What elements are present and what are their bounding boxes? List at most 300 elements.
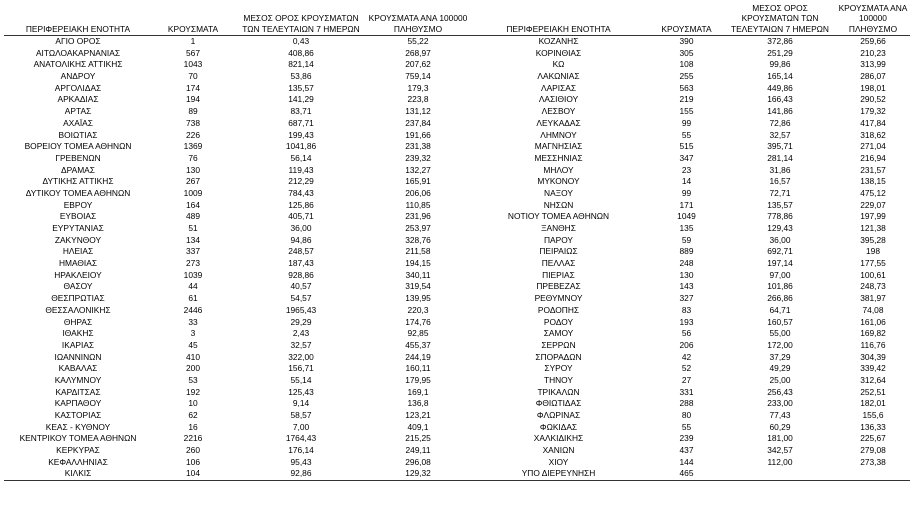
header-avg7-right: ΜΕΣΟΣ ΟΡΟΣ ΚΡΟΥΣΜΑΤΩΝ ΤΩΝ ΤΕΛΕΥΤΑΙΩΝ 7 ΗΜΕΡΩΝ <box>730 3 829 34</box>
cell-avg7-left: 135,57 <box>288 82 314 93</box>
cell-region-right: ΚΟΖΑΝΗΣ <box>538 36 579 46</box>
cell-per100k-left: 211,58 <box>405 246 431 257</box>
cell-cases-left: 260 <box>186 445 200 456</box>
cell-cases-left: 53 <box>188 374 198 385</box>
cell-avg7-right: 77,43 <box>769 410 791 420</box>
table-row <box>4 387 910 399</box>
table-row <box>4 83 910 95</box>
cell-per100k-right: 182,01 <box>860 398 886 409</box>
cell-region-right: ΥΠΟ ΔΙΕΡΕΥΝΗΣΗ <box>521 468 596 479</box>
cell-avg7-right: 135,57 <box>767 199 793 210</box>
cell-avg7-right: 31,86 <box>769 164 791 175</box>
table-row <box>4 71 910 83</box>
cell-region-right: ΝΑΞΟΥ <box>544 187 573 198</box>
cell-cases-left: 192 <box>186 386 200 397</box>
cell-avg7-left: 7,00 <box>292 421 310 432</box>
cell-cases-left: 45 <box>188 339 198 350</box>
cell-cases-left: 76 <box>188 152 198 163</box>
cell-cases-right: 99 <box>681 117 692 128</box>
header-region-right: ΠΕΡΙΦΕΡΕΙΑΚΗ ΕΝΟΤΗΤΑ <box>506 23 611 34</box>
cell-region-right: ΚΩ <box>552 59 565 70</box>
cell-cases-left: 134 <box>186 234 200 245</box>
cell-region-right: ΦΘΙΩΤΙΔΑΣ <box>535 398 582 409</box>
cell-region-right: ΛΑΣΙΘΙΟΥ <box>538 94 579 105</box>
cell-avg7-right: 16,57 <box>769 176 791 187</box>
cell-cases-left: 2446 <box>183 304 203 315</box>
cell-region-left: ΚΑΛΥΜΝΟΥ <box>54 374 102 385</box>
cell-per100k-left: 231,96 <box>405 211 431 222</box>
cell-per100k-left: 165,91 <box>405 176 431 187</box>
cell-per100k-left: 237,84 <box>405 117 431 128</box>
cell-per100k-right: 210,23 <box>860 47 886 58</box>
cell-cases-left: 738 <box>186 117 200 128</box>
cell-region-left: ΕΒΡΟΥ <box>63 199 93 210</box>
cell-region-right: ΡΕΘΥΜΝΟΥ <box>534 293 583 304</box>
cell-cases-right: 1049 <box>677 211 696 222</box>
header-per100k-right: ΚΡΟΥΣΜΑΤΑ ΑΝΑ 100000 ΠΛΗΘΥΣΜΟ <box>838 3 908 34</box>
table-row <box>4 363 910 375</box>
cell-region-left: ΕΥΡΥΤΑΝΙΑΣ <box>52 223 104 233</box>
cell-per100k-left: 340,11 <box>405 269 431 280</box>
cell-region-right: ΦΛΩΡΙΝΑΣ <box>536 410 581 420</box>
cell-avg7-left: 405,71 <box>288 211 314 222</box>
cell-per100k-right: 259,66 <box>860 36 886 46</box>
cell-cases-right: 27 <box>681 374 692 385</box>
cell-region-left: ΔΥΤΙΚΗΣ ΑΤΤΙΚΗΣ <box>42 176 114 187</box>
cell-region-left: ΚΕΡΚΥΡΑΣ <box>56 445 100 456</box>
cell-avg7-right: 692,71 <box>767 246 793 257</box>
cell-region-right: ΧΑΛΚΙΔΙΚΗΣ <box>533 433 584 444</box>
cell-per100k-left: 136,8 <box>407 398 429 409</box>
table-row <box>4 223 910 235</box>
table-row <box>4 270 910 282</box>
cell-region-left: ΔΡΑΜΑΣ <box>61 164 95 175</box>
cell-cases-left: 273 <box>186 258 200 269</box>
cell-per100k-right: 417,84 <box>860 117 886 128</box>
cell-avg7-right: 141,86 <box>767 106 793 117</box>
cell-avg7-left: 212,29 <box>288 176 314 187</box>
cell-cases-right: 239 <box>679 433 694 444</box>
cell-cases-right: 135 <box>679 223 694 233</box>
cell-per100k-right: 271,04 <box>860 141 886 152</box>
covid-cases-table <box>4 2 910 481</box>
cell-region-left: ΗΡΑΚΛΕΙΟΥ <box>54 269 102 280</box>
cell-cases-left: 337 <box>186 246 200 257</box>
cell-cases-left: 10 <box>188 398 198 409</box>
header-cases-left: ΚΡΟΥΣΜΑΤΑ <box>167 23 219 34</box>
cell-avg7-left: 56,14 <box>290 152 312 163</box>
cell-avg7-right: 395,71 <box>767 141 793 152</box>
cell-per100k-left: 244,19 <box>405 351 431 362</box>
table-row <box>4 457 910 469</box>
cell-avg7-right: 172,00 <box>767 339 793 350</box>
cell-per100k-left: 455,37 <box>405 339 431 350</box>
cell-region-right: ΜΗΛΟΥ <box>543 164 574 175</box>
cell-avg7-right: 181,00 <box>767 433 793 444</box>
cell-per100k-right: 313,99 <box>860 59 886 70</box>
cell-avg7-left: 54,57 <box>290 293 312 304</box>
cell-cases-right: 305 <box>679 47 694 58</box>
cell-region-right: ΧΑΝΙΩΝ <box>542 445 575 456</box>
cell-per100k-left: 296,08 <box>405 456 431 467</box>
cell-cases-right: 563 <box>679 82 694 93</box>
cell-avg7-left: 83,71 <box>290 106 312 117</box>
cell-avg7-left: 92,86 <box>290 468 312 479</box>
cell-region-right: ΠΑΡΟΥ <box>543 234 574 245</box>
cell-cases-left: 3 <box>190 328 196 339</box>
cell-region-left: ΑΓΙΟ ΟΡΟΣ <box>55 36 101 46</box>
cell-per100k-left: 220,3 <box>407 304 429 315</box>
cell-cases-right: 143 <box>679 281 694 292</box>
cell-region-left: ΚΕΦΑΛΛΗΝΙΑΣ <box>48 456 108 467</box>
table-row <box>4 422 910 434</box>
cell-per100k-left: 194,15 <box>405 258 431 269</box>
cell-cases-right: 14 <box>681 176 692 187</box>
cell-per100k-right: 198 <box>866 246 880 257</box>
cell-cases-right: 130 <box>679 269 694 280</box>
cell-avg7-left: 29,29 <box>290 316 312 327</box>
cell-avg7-right: 233,00 <box>767 398 793 409</box>
cell-region-left: ΘΑΣΟΥ <box>63 281 93 292</box>
cell-avg7-left: 40,57 <box>290 281 312 292</box>
cell-region-left: ΕΥΒΟΙΑΣ <box>59 211 97 222</box>
cell-region-left: ΖΑΚΥΝΘΟΥ <box>54 234 102 245</box>
cell-cases-right: 327 <box>679 293 694 304</box>
cell-avg7-right: 197,14 <box>767 258 793 269</box>
cell-region-right: ΝΟΤΙΟΥ ΤΟΜΕΑ ΑΘΗΝΩΝ <box>507 211 610 222</box>
cell-cases-left: 1039 <box>183 269 203 280</box>
cell-per100k-left: 231,38 <box>405 141 431 152</box>
cell-avg7-right: 251,29 <box>767 47 793 58</box>
cell-per100k-left: 179,95 <box>405 374 431 385</box>
cell-region-right: ΠΕΙΡΑΙΩΣ <box>539 246 578 257</box>
cell-per100k-right: 198,01 <box>860 82 886 93</box>
cell-per100k-left: 174,76 <box>405 316 431 327</box>
cell-region-right: ΜΕΣΣΗΝΙΑΣ <box>534 152 583 163</box>
cell-region-left: ΑΡΓΟΛΙΔΑΣ <box>54 82 102 93</box>
cell-region-left: ΒΟΙΩΤΙΑΣ <box>58 129 98 140</box>
cell-avg7-left: 176,14 <box>288 445 314 456</box>
cell-avg7-right: 342,57 <box>767 445 793 456</box>
table-row <box>4 118 910 130</box>
cell-cases-left: 1043 <box>183 59 203 70</box>
cell-region-left: ΑΝΔΡΟΥ <box>60 71 96 82</box>
cell-region-right: ΛΑΡΙΣΑΣ <box>540 82 577 93</box>
cell-region-left: ΑΙΤΩΛΟΑΚΑΡΝΑΝΙΑΣ <box>35 47 121 58</box>
cell-avg7-right: 129,43 <box>767 223 793 233</box>
cell-per100k-left: 759,14 <box>405 71 431 82</box>
cell-avg7-right: 160,57 <box>767 316 793 327</box>
cell-region-right: ΡΟΔΟΥ <box>543 316 574 327</box>
cell-region-left: ΒΟΡΕΙΟΥ ΤΟΜΕΑ ΑΘΗΝΩΝ <box>24 141 132 152</box>
cell-per100k-right: 231,57 <box>860 164 886 175</box>
cell-per100k-left: 409,1 <box>407 421 429 432</box>
cell-cases-left: 567 <box>186 47 200 58</box>
table-row <box>4 293 910 305</box>
cell-per100k-right: 273,38 <box>860 456 886 467</box>
cell-region-left: ΘΗΡΑΣ <box>63 316 93 327</box>
cell-cases-right: 347 <box>679 152 694 163</box>
header-row <box>4 2 910 36</box>
cell-region-right: ΚΟΡΙΝΘΙΑΣ <box>535 47 582 58</box>
cell-cases-right: 55 <box>681 421 692 432</box>
cell-per100k-left: 207,62 <box>405 59 431 70</box>
cell-avg7-left: 125,43 <box>288 386 314 397</box>
table-body <box>4 36 910 480</box>
cell-cases-right: 42 <box>681 351 692 362</box>
cell-region-right: ΠΡΕΒΕΖΑΣ <box>536 281 581 292</box>
cell-avg7-right: 99,86 <box>769 59 791 70</box>
cell-region-left: ΚΑΣΤΟΡΙΑΣ <box>54 410 102 420</box>
cell-per100k-left: 129,32 <box>405 468 431 479</box>
cell-avg7-left: 1041,86 <box>285 141 317 152</box>
cell-cases-right: 219 <box>679 94 694 105</box>
table-bottom-border <box>4 480 910 481</box>
cell-cases-left: 44 <box>188 281 198 292</box>
table-row <box>4 246 910 258</box>
cell-per100k-right: 395,28 <box>860 234 886 245</box>
cell-cases-right: 331 <box>679 386 694 397</box>
cell-region-left: ΚΕΑΣ - ΚΥΘΝΟΥ <box>45 421 111 432</box>
cell-per100k-left: 160,11 <box>405 363 431 374</box>
cell-cases-left: 70 <box>188 71 198 82</box>
cell-region-right: ΣΥΡΟΥ <box>544 363 573 374</box>
cell-avg7-left: 187,43 <box>288 258 314 269</box>
table-row <box>4 445 910 457</box>
cell-region-right: ΛΕΥΚΑΔΑΣ <box>536 117 581 128</box>
cell-avg7-right: 101,86 <box>767 281 793 292</box>
cell-region-left: ΗΛΕΙΑΣ <box>62 246 94 257</box>
cell-avg7-left: 0,43 <box>292 36 310 46</box>
cell-avg7-left: 94,86 <box>290 234 312 245</box>
cell-avg7-left: 199,43 <box>288 129 314 140</box>
cell-per100k-left: 253,97 <box>405 223 431 233</box>
table-row <box>4 375 910 387</box>
cell-region-right: ΦΩΚΙΔΑΣ <box>539 421 578 432</box>
cell-per100k-left: 55,22 <box>407 36 429 46</box>
cell-per100k-right: 138,15 <box>860 176 886 187</box>
table-row <box>4 165 910 177</box>
table-row <box>4 352 910 364</box>
table-row <box>4 200 910 212</box>
table-row <box>4 176 910 188</box>
cell-avg7-right: 36,00 <box>769 234 791 245</box>
cell-avg7-right <box>724 468 836 480</box>
cell-avg7-right: 112,00 <box>767 456 793 467</box>
cell-avg7-right: 281,14 <box>767 152 793 163</box>
cell-per100k-right: 179,32 <box>860 106 886 117</box>
cell-avg7-right: 256,43 <box>767 386 793 397</box>
cell-region-left: ΘΕΣΣΑΛΟΝΙΚΗΣ <box>45 304 111 315</box>
cell-avg7-right: 25,00 <box>769 374 791 385</box>
cell-per100k-left: 249,11 <box>405 445 431 456</box>
cell-region-left: ΓΡΕΒΕΝΩΝ <box>55 152 101 163</box>
cell-per100k-right: 312,64 <box>860 374 886 385</box>
table-row <box>4 188 910 200</box>
table-row <box>4 94 910 106</box>
cell-cases-left: 164 <box>186 199 200 210</box>
cell-region-right: ΝΗΣΩΝ <box>543 199 574 210</box>
cell-avg7-left: 248,57 <box>288 246 314 257</box>
cell-per100k-left: 191,66 <box>405 129 431 140</box>
cell-per100k-right: 216,94 <box>860 152 886 163</box>
cell-avg7-left: 2,43 <box>292 328 310 339</box>
cell-per100k-right: 74,08 <box>862 304 884 315</box>
cell-per100k-right: 229,07 <box>860 199 886 210</box>
cell-per100k-left: 239,32 <box>405 152 431 163</box>
table-row <box>4 305 910 317</box>
cell-cases-left: 174 <box>186 82 200 93</box>
cell-cases-right: 465 <box>679 468 694 479</box>
cell-region-left: ΘΕΣΠΡΩΤΙΑΣ <box>51 293 105 304</box>
cell-region-left: ΗΜΑΘΙΑΣ <box>58 258 98 269</box>
cell-avg7-left: 1965,43 <box>285 304 317 315</box>
cell-per100k-right <box>836 468 910 480</box>
header-cases-right: ΚΡΟΥΣΜΑΤΑ <box>661 23 712 34</box>
cell-avg7-left: 53,86 <box>290 71 312 82</box>
cell-per100k-left: 268,97 <box>405 47 431 58</box>
cell-region-right: ΠΙΕΡΙΑΣ <box>542 269 575 280</box>
cell-per100k-right: 136,33 <box>860 421 886 432</box>
cell-region-right: ΣΠΟΡΑΔΩΝ <box>535 351 582 362</box>
cell-cases-left: 489 <box>186 211 200 222</box>
cell-region-left: ΑΝΑΤΟΛΙΚΗΣ ΑΤΤΙΚΗΣ <box>33 59 123 70</box>
cell-avg7-left: 156,71 <box>288 363 314 374</box>
cell-region-left: ΚΙΛΚΙΣ <box>64 468 92 479</box>
cell-avg7-right: 449,86 <box>767 82 793 93</box>
cell-per100k-right: 116,76 <box>860 339 886 350</box>
cell-region-left: ΚΑΡΔΙΤΣΑΣ <box>55 386 101 397</box>
cell-cases-left: 89 <box>188 106 198 117</box>
table-row <box>4 153 910 165</box>
cell-per100k-right: 475,12 <box>860 187 886 198</box>
cell-cases-left: 51 <box>188 223 198 233</box>
cell-cases-right: 83 <box>681 304 692 315</box>
cell-avg7-right: 72,71 <box>769 187 791 198</box>
cell-per100k-right: 248,73 <box>860 281 886 292</box>
cell-cases-left: 2216 <box>183 433 203 444</box>
cell-cases-right: 248 <box>679 258 694 269</box>
cell-avg7-right: 72,86 <box>769 117 791 128</box>
cell-cases-right: 288 <box>679 398 694 409</box>
cell-cases-right: 390 <box>679 36 694 46</box>
cell-per100k-right: 121,38 <box>860 223 886 233</box>
cell-per100k-left: 179,3 <box>407 82 429 93</box>
cell-region-left: ΚΑΡΠΑΘΟΥ <box>54 398 102 409</box>
cell-cases-right: 171 <box>679 199 694 210</box>
cell-region-left: ΙΚΑΡΙΑΣ <box>61 339 95 350</box>
cell-avg7-left: 95,43 <box>290 456 312 467</box>
cell-per100k-left: 169,1 <box>407 386 429 397</box>
cell-per100k-right: 252,51 <box>860 386 886 397</box>
cell-region-left: ΑΡΤΑΣ <box>64 106 92 117</box>
header-region-left: ΠΕΡΙΦΕΡΕΙΑΚΗ ΕΝΟΤΗΤΑ <box>25 23 131 34</box>
cell-avg7-left: 125,86 <box>288 199 314 210</box>
header-per100k-left: ΚΡΟΥΣΜΑΤΑ ΑΝΑ 100000 ΠΛΗΘΥΣΜΟ <box>368 13 468 34</box>
cell-cases-left: 267 <box>186 176 200 187</box>
table-row <box>4 410 910 422</box>
cell-cases-right: 80 <box>681 410 692 420</box>
cell-per100k-left: 132,27 <box>405 164 431 175</box>
table-row <box>4 398 910 410</box>
cell-cases-right: 193 <box>679 316 694 327</box>
cell-per100k-left: 92,85 <box>407 328 429 339</box>
cell-region-right: ΜΑΓΝΗΣΙΑΣ <box>534 141 583 152</box>
cell-region-right: ΣΕΡΡΩΝ <box>541 339 576 350</box>
cell-region-right: ΤΗΝΟΥ <box>543 374 574 385</box>
cell-per100k-left: 328,76 <box>405 234 431 245</box>
cell-per100k-right: 279,08 <box>860 445 886 456</box>
cell-avg7-right: 32,57 <box>769 129 791 140</box>
cell-cases-left: 226 <box>186 129 200 140</box>
cell-cases-left: 106 <box>186 456 200 467</box>
cell-cases-right: 108 <box>679 59 694 70</box>
cell-avg7-right: 64,71 <box>769 304 791 315</box>
cell-per100k-right: 339,42 <box>860 363 886 374</box>
table-row <box>4 468 910 480</box>
cell-avg7-left: 119,43 <box>288 164 314 175</box>
cell-region-right: ΛΕΣΒΟΥ <box>541 106 576 117</box>
cell-per100k-left: 223,8 <box>407 94 429 105</box>
cell-region-left: ΚΕΝΤΡΙΚΟΥ ΤΟΜΕΑ ΑΘΗΝΩΝ <box>19 433 137 444</box>
cell-region-left: ΙΘΑΚΗΣ <box>62 328 94 339</box>
cell-region-right: ΛΑΚΩΝΙΑΣ <box>537 71 580 82</box>
cell-per100k-right: 304,39 <box>860 351 886 362</box>
cell-avg7-right: 49,29 <box>769 363 791 374</box>
cell-avg7-left: 928,86 <box>288 269 314 280</box>
table-row <box>4 433 910 445</box>
cell-region-left: ΑΡΚΑΔΙΑΣ <box>57 94 99 105</box>
cell-avg7-right: 37,29 <box>769 351 791 362</box>
cell-cases-right: 437 <box>679 445 694 456</box>
cell-cases-left: 62 <box>188 410 198 420</box>
cell-region-left: ΙΩΑΝΝΙΝΩΝ <box>54 351 102 362</box>
table-row <box>4 141 910 153</box>
cell-region-right: ΡΟΔΟΠΗΣ <box>537 304 580 315</box>
cell-cases-left: 1369 <box>183 141 203 152</box>
cell-cases-right: 515 <box>679 141 694 152</box>
cell-cases-right: 56 <box>681 328 692 339</box>
cell-cases-left: 200 <box>186 363 200 374</box>
cell-per100k-right: 381,97 <box>860 293 886 304</box>
cell-cases-right: 206 <box>679 339 694 350</box>
cell-avg7-left: 141,29 <box>288 94 314 105</box>
cell-region-right: ΛΗΜΝΟΥ <box>540 129 577 140</box>
cell-per100k-right: 318,62 <box>860 129 886 140</box>
cell-avg7-right: 60,29 <box>769 421 791 432</box>
cell-per100k-right: 225,67 <box>860 433 886 444</box>
cell-region-left: ΑΧΑΪΑΣ <box>63 117 93 128</box>
cell-avg7-right: 372,86 <box>767 36 793 46</box>
cell-avg7-right: 55,00 <box>769 328 791 339</box>
cell-cases-left: 194 <box>186 94 200 105</box>
table-row <box>4 340 910 352</box>
cell-cases-left: 410 <box>186 351 200 362</box>
cell-per100k-left: 215,25 <box>405 433 431 444</box>
cell-cases-right: 52 <box>681 363 692 374</box>
table-row <box>4 211 910 223</box>
cell-avg7-left: 821,14 <box>288 59 314 70</box>
table-row <box>4 106 910 118</box>
cell-region-left: ΚΑΒΑΛΑΣ <box>58 363 98 374</box>
cell-per100k-right: 169,82 <box>860 328 886 339</box>
cell-per100k-right: 100,61 <box>860 269 886 280</box>
cell-region-right: ΤΡΙΚΑΛΩΝ <box>537 386 580 397</box>
cell-per100k-right: 161,06 <box>860 316 886 327</box>
table-row <box>4 59 910 71</box>
cell-cases-left: 1 <box>190 36 196 46</box>
cell-cases-right: 255 <box>679 71 694 82</box>
